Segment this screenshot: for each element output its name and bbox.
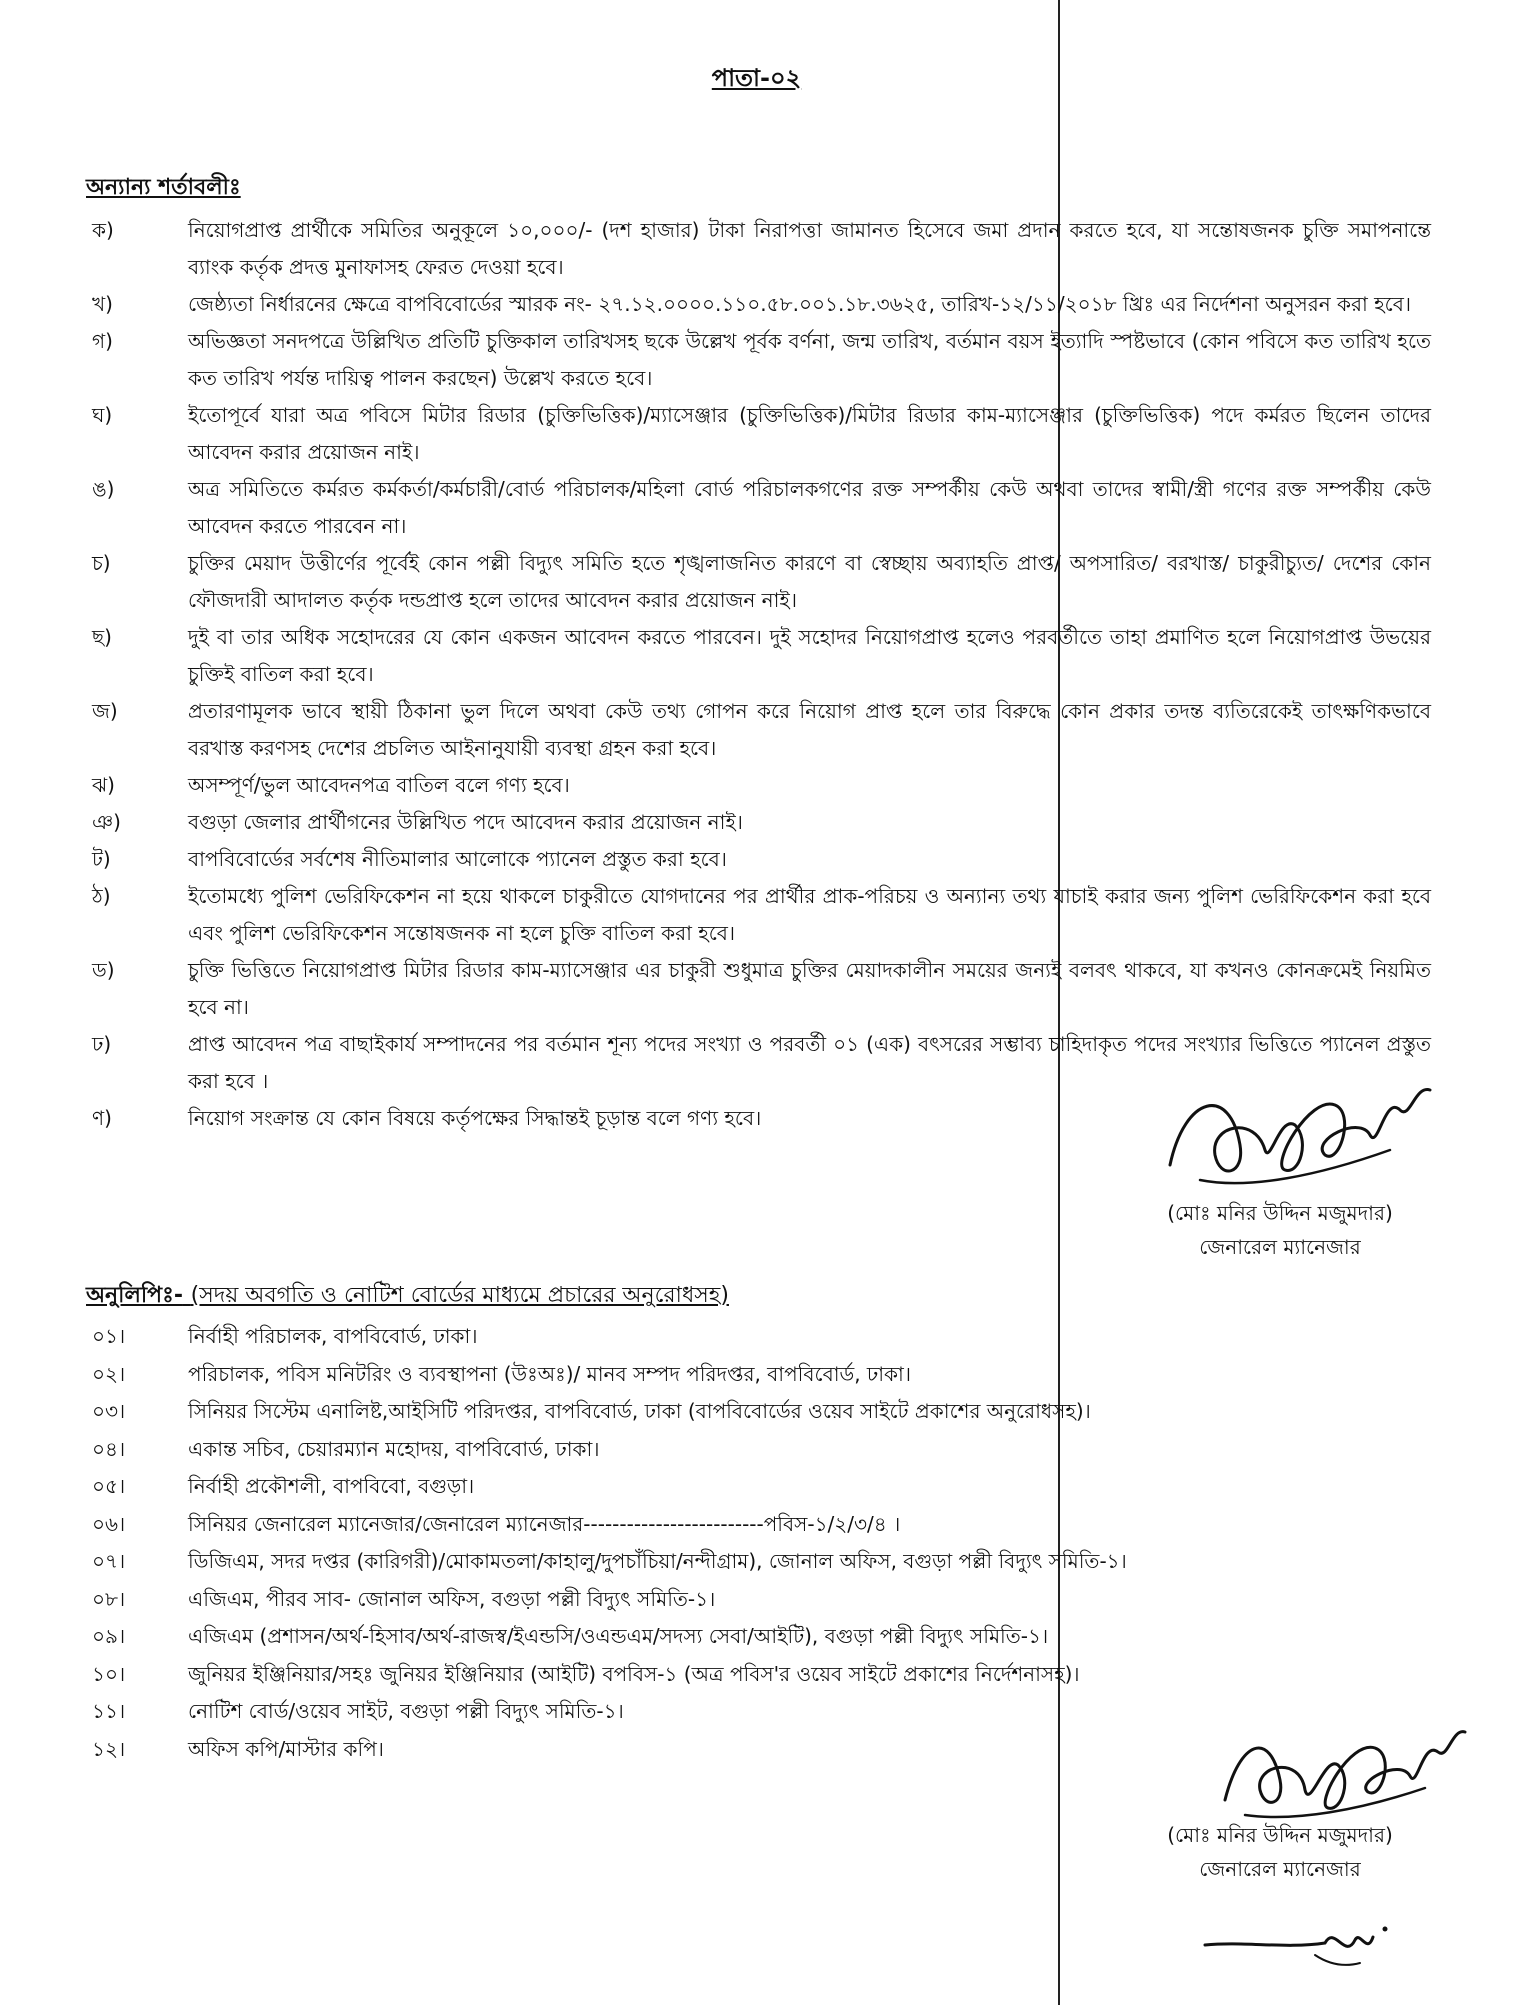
term-item: [86, 767, 1431, 804]
term-text: ইতোমধ্যে পুলিশ ভেরিফিকেশন না হয়ে থাকলে চাকুরীতে যোগদানের পর প্রার্থীর প্রাক-পরিচয় ও অন্যান্য তথ্য যাচাই করার জন্য পুলিশ ভেরিফিকেশন করা হবে এবং পুলিশ ভেরিফিকেশন সন্তোষজনক না হলে চুক্তি বাতিল করা হবে।: [188, 884, 1431, 945]
term-text: অত্র সমিতিতে কর্মরত কর্মকর্তা/কর্মচারী/বোর্ড পরিচালক/মহিলা বোর্ড পরিচালকগণের রক্ত সম্পর্কীয় কেউ অথবা তাদের স্বামী/স্ত্রী গণের রক্ত সম্পর্কীয় কেউ আবেদন করতে পারবেন না।: [188, 477, 1431, 538]
copy-item: [86, 1468, 1431, 1506]
signatory-designation: জেনারেল ম্যানেজার: [1199, 1857, 1361, 1881]
term-label: ট): [92, 847, 111, 871]
term-label: ঞ): [92, 810, 121, 834]
copy-number: ১১।: [92, 1699, 126, 1723]
term-label: ঙ): [92, 477, 115, 501]
term-item: [86, 619, 1431, 693]
copy-item: [86, 1356, 1431, 1394]
copy-text: সিনিয়র সিস্টেম এনালিষ্ট,আইসিটি পরিদপ্তর, বাপবিবোর্ড, ঢাকা (বাপবিবোর্ডের ওয়েব সাইটে প্রকাশের অনুরোধসহ)।: [188, 1399, 1091, 1423]
term-item: [86, 952, 1431, 1026]
term-item: [86, 545, 1431, 619]
signature-2: [1210, 1700, 1470, 1830]
copy-item: [86, 1656, 1431, 1694]
term-text: নিয়োগ সংক্রান্ত যে কোন বিষয়ে কর্তৃপক্ষের সিদ্ধান্তই চূড়ান্ত বলে গণ্য হবে।: [188, 1106, 762, 1130]
copy-number: ০১।: [92, 1324, 126, 1348]
copy-text: নির্বাহী পরিচালক, বাপবিবোর্ড, ঢাকা।: [188, 1324, 478, 1348]
copy-item: [86, 1506, 1431, 1544]
copy-text: নির্বাহী প্রকৌশলী, বাপবিবো, বগুড়া।: [188, 1474, 475, 1498]
terms-heading: অন্যান্য শর্তাবলীঃ: [86, 175, 241, 200]
term-label: জ): [92, 699, 118, 723]
term-text: প্রাপ্ত আবেদন পত্র বাছাইকার্য সম্পাদনের পর বর্তমান শূন্য পদের সংখ্যা ও পরবর্তী ০১ (এক) বৎসরের সম্ভাব্য চাহিদাকৃত পদের সংখ্যার ভিত্তিতে প্যানেল প্রস্তুত করা হবে ।: [188, 1032, 1431, 1093]
copy-number: ০২।: [92, 1361, 126, 1386]
term-label: ণ): [92, 1106, 112, 1130]
term-label: ঢ): [92, 1032, 112, 1056]
copy-item: [86, 1431, 1431, 1469]
terms-list: [86, 212, 1431, 1137]
term-item: [86, 212, 1431, 286]
copy-heading-note: (সদয় অবগতি ও নোটিশ বোর্ডের মাধ্যমে প্রচারের অনুরোধসহ): [190, 1283, 729, 1308]
term-label: চ): [92, 551, 111, 575]
term-item: [86, 878, 1431, 952]
copy-item: [86, 1543, 1431, 1581]
term-text: বাপবিবোর্ডের সর্বশেষ নীতিমালার আলোকে প্যানেল প্রস্তুত করা হবে।: [188, 847, 727, 871]
term-label: গ): [92, 329, 113, 353]
copy-number: ০৫।: [92, 1474, 126, 1498]
term-label: ছ): [92, 625, 112, 649]
copy-text: নোটিশ বোর্ড/ওয়েব সাইট, বগুড়া পল্লী বিদ্যুৎ সমিতি-১।: [188, 1699, 624, 1723]
signature-1: [1160, 1055, 1450, 1205]
copy-text: একান্ত সচিব, চেয়ারম্যান মহোদয়, বাপবিবোর্ড, ঢাকা।: [188, 1436, 600, 1461]
initials-mark: [1195, 1915, 1395, 1975]
copy-item: [86, 1618, 1431, 1656]
term-text: অসম্পূর্ণ/ভুল আবেদনপত্র বাতিল বলে গণ্য হবে।: [188, 773, 570, 797]
page-number: পাতা-০২: [711, 64, 802, 92]
term-label: ক): [92, 218, 114, 242]
term-item: [86, 286, 1431, 323]
copy-heading: [86, 1278, 729, 1315]
term-label: ড): [92, 958, 115, 982]
term-item: [86, 841, 1431, 878]
term-text: ইতোপূর্বে যারা অত্র পবিসে মিটার রিডার (চুক্তিভিত্তিক)/ম্যাসেঞ্জার (চুক্তিভিত্তিক)/মিটার রিডার কাম-ম্যাসেঞ্জার (চুক্তিভিত্তিক) পদে কর্মরত ছিলেন তাদের আবেদন করার প্রয়োজন নাই।: [188, 403, 1431, 464]
term-label: ঠ): [92, 884, 111, 908]
copy-number: ০৭।: [92, 1549, 126, 1573]
copy-text: ডিজিএম, সদর দপ্তর (কারিগরী)/মোকামতলা/কাহালু/দুপচাঁচিয়া/নন্দীগ্রাম), জোনাল অফিস, বগুড়া পল্লী বিদ্যুৎ সমিতি-১।: [188, 1549, 1127, 1573]
signature-2-block: [1130, 1818, 1430, 1886]
copy-text: সিনিয়র জেনারেল ম্যানেজার/জেনারেল ম্যানেজার-------------------------পবিস-১/২/৩/৪ ।: [188, 1511, 901, 1536]
term-text: নিয়োগপ্রাপ্ত প্রার্থীকে সমিতির অনুকূলে ১০,০০০/- (দশ হাজার) টাকা নিরাপত্তা জামানত হিসেবে জমা প্রদান করতে হবে, যা সন্তোষজনক চুক্তি সমাপনান্তে ব্যাংক কর্তৃক প্রদত্ত মুনাফাসহ ফেরত দেওয়া হবে।: [188, 218, 1431, 279]
term-text: দুই বা তার অধিক সহোদরের যে কোন একজন আবেদন করতে পারবেন। দুই সহোদর নিয়োগপ্রাপ্ত হলেও পরবর্তীতে তাহা প্রমাণিত হলে নিয়োগপ্রাপ্ত উভয়ের চুক্তিই বাতিল করা হবে।: [188, 625, 1431, 686]
copy-text: জুনিয়র ইঞ্জিনিয়ার/সহঃ জুনিয়র ইঞ্জিনিয়ার (আইটি) বপবিস-১ (অত্র পবিস'র ওয়েব সাইটে প্রকাশের নির্দেশনাসহ)।: [188, 1661, 1080, 1686]
copy-number: ০৯।: [92, 1624, 126, 1648]
term-label: খ): [92, 292, 113, 316]
copy-item: [86, 1393, 1431, 1431]
copy-number: ০৬।: [92, 1511, 126, 1536]
term-label: ঘ): [92, 403, 113, 427]
copy-number: ১২।: [92, 1736, 126, 1761]
copy-text: এজিএম (প্রশাসন/অর্থ-হিসাব/অর্থ-রাজস্ব/ইএন্ডসি/ওএন্ডএম/সদস্য সেবা/আইটি), বগুড়া পল্লী বিদ্যুৎ সমিতি-১।: [188, 1624, 1049, 1648]
signatory-name: (মোঃ মনির উদ্দিন মজুমদার): [1167, 1823, 1393, 1847]
copy-item: [86, 1581, 1431, 1619]
signatory-name: (মোঃ মনির উদ্দিন মজুমদার): [1167, 1201, 1393, 1225]
term-label: ঝ): [92, 773, 115, 797]
copy-text: এজিএম, পীরব সাব- জোনাল অফিস, বগুড়া পল্লী বিদ্যুৎ সমিতি-১।: [188, 1586, 716, 1611]
copy-number: ০৩।: [92, 1399, 126, 1423]
term-text: প্রতারণামূলক ভাবে স্থায়ী ঠিকানা ভুল দিলে অথবা কেউ তথ্য গোপন করে নিয়োগ প্রাপ্ত হলে তার বিরুদ্ধে কোন প্রকার তদন্ত ব্যতিরেকেই তাৎক্ষণিকভাবে বরখাস্ত করণসহ দেশের প্রচলিত আইনানুযায়ী ব্যবস্থা গ্রহন করা হবে।: [188, 699, 1431, 760]
copy-number: ০৪।: [92, 1436, 126, 1461]
copy-number: ১০।: [92, 1661, 126, 1686]
term-text: চুক্তির মেয়াদ উত্তীর্ণের পূর্বেই কোন পল্লী বিদ্যুৎ সমিতি হতে শৃঙ্খলাজনিত কারণে বা স্বেচ্ছায় অব্যাহতি প্রাপ্ত/ অপসারিত/ বরখাস্ত/ চাকুরীচ্যুত/ দেশের কোন ফৌজদারী আদালত কর্তৃক দন্ডপ্রাপ্ত হলে তাদের আবেদন করার প্রয়োজন নাই।: [188, 551, 1431, 612]
term-text: চুক্তি ভিত্তিতে নিয়োগপ্রাপ্ত মিটার রিডার কাম-ম্যাসেঞ্জার এর চাকুরী শুধুমাত্র চুক্তির মেয়াদকালীন সময়ের জন্যই বলবৎ থাকবে, যা কখনও কোনক্রমেই নিয়মিত হবে না।: [188, 958, 1431, 1019]
copy-item: [86, 1318, 1431, 1356]
term-text: বগুড়া জেলার প্রার্থীগনের উল্লিখিত পদে আবেদন করার প্রয়োজন নাই।: [188, 810, 743, 834]
term-item: [86, 693, 1431, 767]
term-text: অভিজ্ঞতা সনদপত্রে উল্লিখিত প্রতিটি চুক্তিকাল তারিখসহ ছকে উল্লেখ পূর্বক বর্ণনা, জন্ম তারিখ, বর্তমান বয়স ইত্যাদি স্পষ্টভাবে (কোন পবিসে কত তারিখ হতে কত তারিখ পর্যন্ত দায়িত্ব পালন করছেন) উল্লেখ করতে হবে।: [188, 329, 1431, 390]
term-item: [86, 323, 1431, 397]
term-item: [86, 397, 1431, 471]
signatory-designation: জেনারেল ম্যানেজার: [1199, 1235, 1361, 1259]
copy-text: অফিস কপি/মাস্টার কপি।: [188, 1736, 384, 1761]
term-text: জেষ্ঠ্যতা নির্ধারনের ক্ষেত্রে বাপবিবোর্ডের স্মারক নং- ২৭.১২.০০০০.১১০.৫৮.০০১.১৮.৩৬২৫, তারিখ-১২/১১/২০১৮ খ্রিঃ এর নির্দেশনা অনুসরন করা হবে।: [188, 292, 1412, 316]
term-item: [86, 804, 1431, 841]
copy-heading-label: অনুলিপিঃ-: [86, 1283, 183, 1308]
signature-1-block: [1130, 1196, 1430, 1264]
term-item: [86, 471, 1431, 545]
copy-number: ০৮।: [92, 1586, 126, 1611]
copy-text: পরিচালক, পবিস মনিটরিং ও ব্যবস্থাপনা (উঃঅঃ)/ মানব সম্পদ পরিদপ্তর, বাপবিবোর্ড, ঢাকা।: [188, 1361, 911, 1386]
